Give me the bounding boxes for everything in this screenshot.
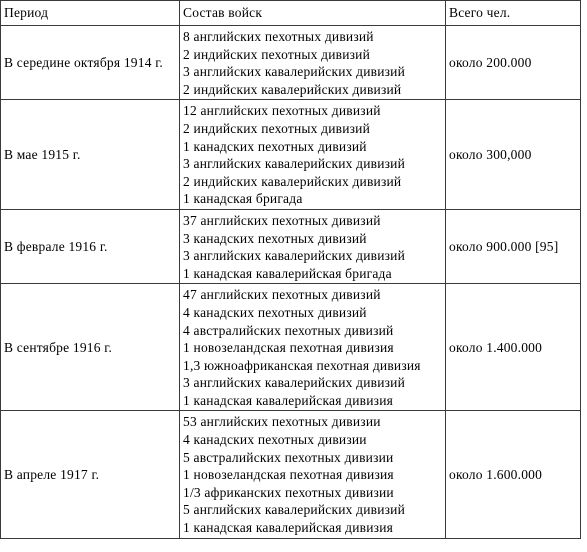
- table-row: [1, 26, 581, 100]
- table-row: [1, 411, 581, 538]
- composition-line: 12 английских пехотных дивизий: [183, 103, 381, 119]
- header-total: Всего чел.: [446, 1, 581, 26]
- cell-composition: [180, 26, 446, 100]
- composition-line: 1 канадских пехотных дивизий: [183, 138, 367, 154]
- header-composition: Состав войск: [180, 1, 446, 26]
- composition-line: 4 австралийских пехотных дивизий: [183, 322, 394, 338]
- composition-line: 3 английских кавалерийских дивизий: [183, 375, 406, 391]
- composition-line: 1,3 южноафриканская пехотная дивизия: [183, 357, 421, 373]
- composition-line: 1 новозеландская пехотная дивизия: [183, 340, 394, 356]
- table-row: [1, 100, 581, 210]
- cell-total: около 200.000: [446, 26, 581, 100]
- composition-line: 1 канадская кавалерийская бригада: [183, 265, 392, 281]
- composition-line: 4 канадских пехотных дивизии: [183, 432, 367, 448]
- composition-line: 2 индийских пехотных дивизий: [183, 120, 371, 136]
- cell-period: В середине октября 1914 г.: [1, 26, 180, 100]
- composition-line: 1/3 африканских пехотных дивизии: [183, 484, 394, 500]
- composition-line: 2 индийских кавалерийских дивизий: [183, 173, 402, 189]
- table-body: [1, 26, 581, 539]
- composition-line: 8 английских пехотных дивизий: [183, 29, 374, 44]
- composition-line: 5 английских кавалерийских дивизий: [183, 502, 406, 518]
- composition-line: 47 английских пехотных дивизий: [183, 287, 381, 303]
- composition-line: 1 канадская кавалерийская дивизия: [183, 392, 394, 408]
- cell-period: В феврале 1916 г.: [1, 209, 180, 283]
- cell-period: В мае 1915 г.: [1, 100, 180, 210]
- cell-total: около 900.000 [95]: [446, 209, 581, 283]
- composition-line: 37 английских пехотных дивизий: [183, 212, 381, 228]
- composition-line: 2 индийских пехотных дивизий: [183, 46, 371, 62]
- cell-total: около 1.400.000: [446, 284, 581, 411]
- cell-composition: [180, 284, 446, 411]
- composition-line: 3 канадских пехотных дивизий: [183, 230, 367, 246]
- composition-line: 5 австралийских пехотных дивизии: [183, 449, 394, 465]
- header-period: Период: [1, 1, 180, 26]
- composition-line: 4 канадских пехотных дивизий: [183, 304, 367, 320]
- cell-total: около 300,000: [446, 100, 581, 210]
- header-row: [1, 1, 581, 26]
- table-header: [1, 1, 581, 26]
- composition-line: 3 английских кавалерийских дивизий: [183, 64, 406, 80]
- table-row: [1, 284, 581, 411]
- composition-line: 1 канадская кавалерийская дивизия: [183, 520, 394, 536]
- table-row: [1, 209, 581, 283]
- cell-total: около 1.600.000: [446, 411, 581, 538]
- cell-composition: [180, 100, 446, 210]
- composition-line: 1 канадская бригада: [183, 191, 303, 207]
- composition-line: 1 новозеландская пехотная дивизия: [183, 467, 394, 483]
- cell-composition: [180, 411, 446, 538]
- composition-line: 3 английских кавалерийских дивизий: [183, 248, 406, 264]
- cell-period: В апреле 1917 г.: [1, 411, 180, 538]
- cell-composition: [180, 209, 446, 283]
- cell-period: В сентябре 1916 г.: [1, 284, 180, 411]
- composition-line: 3 английских кавалерийских дивизий: [183, 156, 406, 172]
- composition-line: 2 индийских кавалерийских дивизий: [183, 81, 402, 97]
- composition-line: 53 английских пехотных дивизии: [183, 414, 381, 430]
